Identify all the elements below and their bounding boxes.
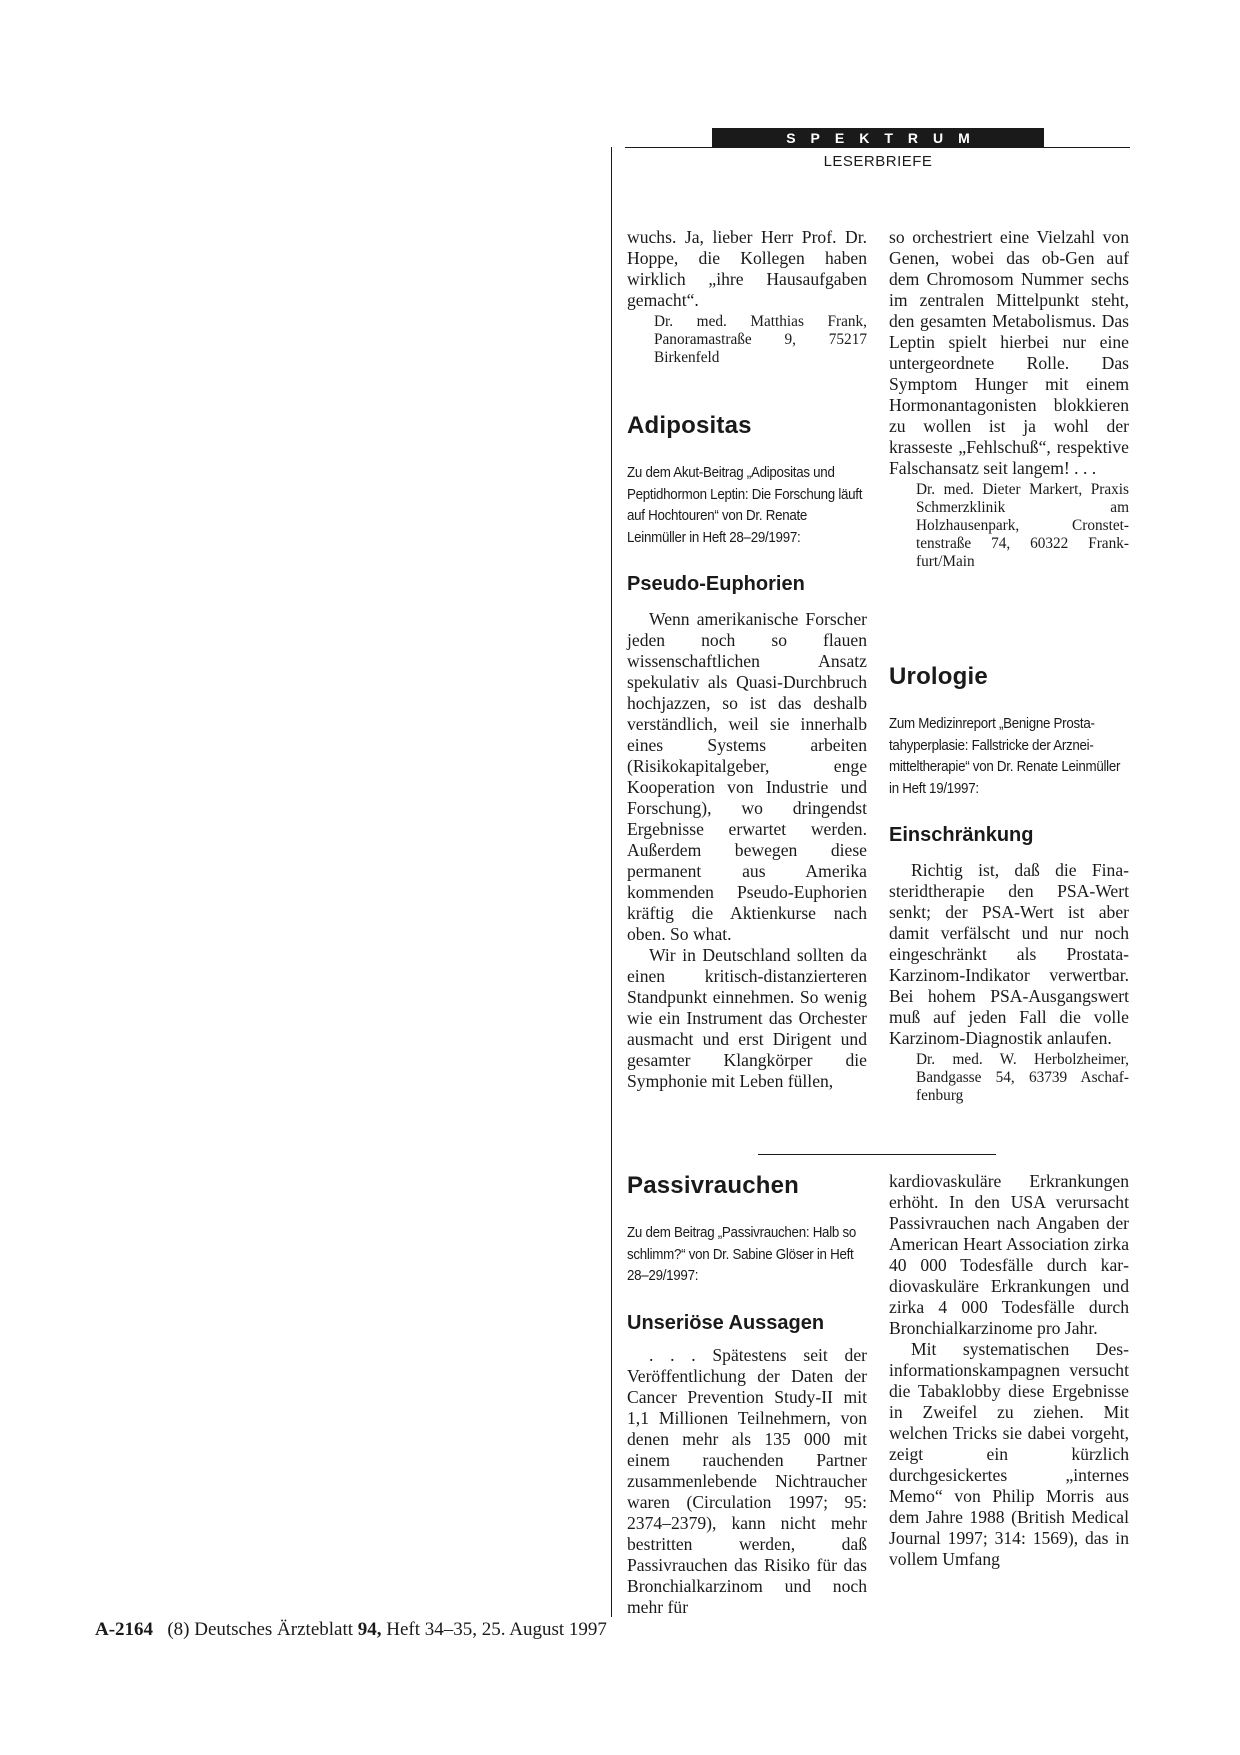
letter-signature: Dr. med. Dieter Markert, Praxis Schmerzklinik am Holzhausenpark, Cronstettenstraße 74, 60322 Frankfurt/Main: [916, 481, 1129, 570]
letter-title: Einschränkung: [889, 824, 1034, 846]
letter-paragraph: kardiovaskuläre Erkrankungen erhöht. In den USA verursacht Passivrauchen nach Angaben der American Heart Association zirka 40 000 Todesfälle durch kardiovaskuläre Erkrankungen und zirka 4 000 Todesfälle durch Bronchialkarzinome pro Jahr.: [889, 1171, 1129, 1338]
letter-paragraph: Wir in Deutschland sollten da einen kritisch-distanzierteren Standpunkt einnehmen. So wenig wie ein Instrument das Orchester ausmacht und erst Dirigent und gesamter Klangkörper die Symphonie mit Leben füllen,: [627, 945, 867, 1091]
page-footer: [95, 1619, 607, 1641]
section-label: SPEKTRUM: [712, 128, 1044, 148]
section-adipositas: [627, 411, 867, 1092]
section-urologie: [889, 662, 1129, 1105]
subsection-label: LESERBRIEFE: [823, 153, 933, 170]
letter-paragraph: wuchs. Ja, lieber Herr Prof. Dr. Hoppe, die Kollegen haben wirklich „ihre Hausaufgaben gemacht“.: [627, 227, 867, 310]
letter-paragraph: . . . Spätestens seit der Veröffentlichung der Daten der Cancer Prevention Study-II mit 1,1 Millionen Teilnehmern, von denen mehr als 135 000 mit einem rauchenden Partner zusammenlebende Nichtraucher waren (Circulation 1997; 95: 2374–2379), kann nicht mehr bestritten werden, daß Passivrauchen das Risiko für das Bronchialkarzinom und noch mehr für: [627, 1344, 867, 1617]
letter-title: Pseudo-Euphorien: [627, 573, 805, 595]
page-number: (8): [167, 1619, 190, 1640]
issue-date: Heft 34–35, 25. August 1997: [386, 1619, 607, 1640]
letter-paragraph: Richtig ist, daß die Finasteridtherapie den PSA-Wert senkt; der PSA-Wert ist aber damit verfälscht und nur noch eingeschränkt als Prostata-Karzinom-Indikator verwertbar. Bei hohem PSA-Ausgangswert muß auf jeden Fall die volle Karzinom-Diagnostik anlaufen.: [889, 860, 1129, 1048]
letter-markert: [889, 227, 1129, 571]
section-reference: Zu dem Akut-Beitrag „Adipositas und Peptidhormon Leptin: Die Forschung läuft auf Hochtouren“ von Dr. Renate Leinmüller in Heft 28–29/1997:: [627, 465, 863, 546]
page-code: A-2164: [95, 1619, 154, 1640]
letter-title: Unseriöse Aussagen: [627, 1311, 825, 1334]
letter-frank: [627, 227, 867, 367]
column-divider: [611, 147, 612, 1617]
section-separator: [758, 1154, 996, 1155]
section-title: Adipositas: [627, 412, 752, 439]
journal-name: Deutsches Ärzteblatt: [194, 1619, 354, 1640]
letter-signature: Dr. med. W. Herbolzheimer, Bandgasse 54, 63739 Aschaffenburg: [916, 1051, 1129, 1104]
section-reference: Zum Medizinreport „Benigne Prostatahyperplasie: Fallstricke der Arzneimitteltherapie“ von Dr. Renate Leinmüller in Heft 19/1997:: [889, 716, 1121, 797]
section-title: Urologie: [889, 663, 988, 690]
letter-signature: Dr. med. Matthias Frank, Panoramastraße 9, 75217 Birkenfeld: [654, 313, 867, 366]
letter-paragraph: so orchestriert eine Vielzahl von Genen, wobei das ob-Gen auf dem Chromosom Nummer sechs im zentralen Mittelpunkt steht, den gesamten Metabolismus. Das Leptin spielt hierbei nur eine untergeordnete Rolle. Das Symptom Hunger mit einem Hormonantagonisten blokkieren zu wollen ist ja wohl der krasseste „Fehlschuß“, respektive Falschansatz seit langem! . . .: [889, 227, 1129, 478]
section-reference: Zu dem Beitrag „Passivrauchen: Halb so schlimm?“ von Dr. Sabine Glöser in Heft 28–29/1997:: [627, 1225, 857, 1284]
letter-passivrauchen-continued: [889, 1171, 1129, 1570]
journal-volume: 94,: [357, 1619, 382, 1640]
section-passivrauchen: [627, 1171, 867, 1618]
letter-paragraph: Wenn amerikanische Forscher jeden noch so flauen wissenschaftlichen Ansatz spekulativ als Quasi-Durchbruch hochjazzen, so ist das deshalb verständlich, weil sie innerhalb eines Systems arbeiten (Risikokapitalgeber, enge Kooperation von Industrie und Forschung), wo dringendst Ergebnisse erwartet werden. Außerdem bewegen diese permanent aus Amerika kommenden Pseudo-Euphorien kräftig die Aktienkurse nach oben. So what.: [627, 609, 867, 944]
section-title: Passivrauchen: [627, 1172, 800, 1199]
letter-paragraph: Mit systematischen Desinformationskampagnen versucht die Tabaklobby diese Ergebnisse in Zweifel zu ziehen. Mit welchen Tricks sie dabei vorgeht, zeigt ein kürzlich durchgesickertes „internes Memo“ von Philip Morris aus dem Jahre 1988 (British Medical Journal 1997; 314: 1569), das in vollem Umfang: [889, 1339, 1129, 1569]
